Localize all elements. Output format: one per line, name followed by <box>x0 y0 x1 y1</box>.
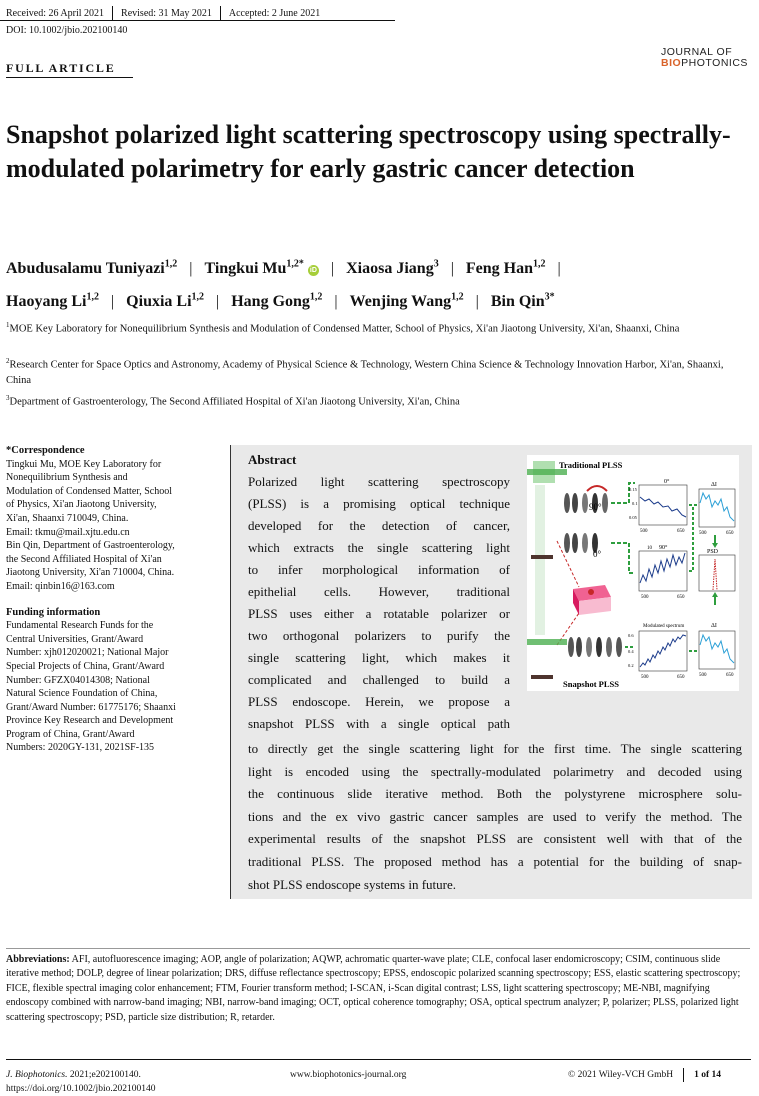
lens <box>602 493 608 513</box>
abstract-line: epithelial cells. However, traditional <box>248 584 510 599</box>
abstract-line: complicated and challenged to build a <box>248 672 510 687</box>
article-title: Snapshot polarized light scattering spectroscopy using spectrally-modulated polarimetry for early gastric cancer detection <box>6 120 731 183</box>
lens <box>606 637 612 657</box>
tick-label: 650 <box>677 675 685 680</box>
footer-right <box>568 1068 721 1082</box>
copyright: © 2021 Wiley-VCH GmbH <box>568 1070 674 1080</box>
author[interactable]: Tingkui $Mu^{1,2*}$ <box>204 259 304 278</box>
tick-label: 650 <box>726 531 734 536</box>
tick-label: 650 <box>726 673 734 678</box>
angle-label-0: 0° <box>593 549 602 559</box>
plot-title: PSD <box>707 549 719 555</box>
plot-title: 90° <box>659 545 668 551</box>
revised-date: Revised: 31 May 2021 <box>121 7 212 19</box>
abbreviations <box>6 953 751 1025</box>
light-beam <box>527 639 567 645</box>
plot-title: ΔI <box>711 482 717 488</box>
arrow-head-icon <box>712 543 718 548</box>
author[interactable]: Xiaosa Jiang$^3$ <box>346 259 439 278</box>
article-type: FULL ARTICLE <box>6 61 116 75</box>
tissue-sample-icon <box>573 585 611 615</box>
correspondence-line: Jiaotong University, Xi'an 710004, China. <box>6 567 175 579</box>
delta-line <box>700 635 734 663</box>
tick-label: 0.1 <box>632 501 638 506</box>
graphical-abstract <box>527 455 739 691</box>
doi-link[interactable]: https://doi.org/10.1002/jbio.202100140 <box>6 1084 156 1094</box>
author-line-1: Abudusalamu Tuniyazi$^{1,2}$ | Tingkui $Mu^{1,2*}iD$ | Xiaosa Jiang$^3$ | Feng Han$^{1,2}$ | <box>6 259 561 278</box>
tick-label: 0.2 <box>628 663 634 668</box>
lens <box>582 493 588 513</box>
correspondence-line: Xi'an, Shaanxi 710049, China. <box>6 512 129 524</box>
tick-label: 0.6 <box>628 633 634 638</box>
funding-line: Special Projects of China, Grant/Award <box>6 660 165 672</box>
divider <box>220 6 221 20</box>
delta-i-plot-snapshot <box>699 623 735 678</box>
plot-frame <box>639 631 687 671</box>
lens <box>576 637 582 657</box>
abstract-line: shot PLSS endoscope systems in future. <box>248 876 456 892</box>
divider <box>112 6 113 20</box>
lens <box>568 637 574 657</box>
psd-peak <box>713 559 717 590</box>
lens <box>564 533 570 553</box>
tick-label: 0.4 <box>628 649 634 654</box>
label-snapshot-plss: Snapshot PLSS <box>563 679 619 689</box>
correspondence-email[interactable]: Email: qinbin16@163.com <box>6 580 115 592</box>
orcid-icon[interactable]: iD <box>309 267 317 275</box>
affiliation: $^2$Research Center for Space Optics and Astronomy, Academy of Physical Science & Technology, Western China Science & Technology Innovation Harbor, Xi'an, Shaanxi, China <box>6 357 724 386</box>
abstract-line: (PLSS) is a promising optical technique <box>248 496 510 511</box>
author[interactable]: Wenjing Wang$^{1,2}$ <box>349 291 464 310</box>
author[interactable]: Haoyang Li$^{1,2}$ <box>6 291 99 310</box>
correspondence-line: Nonequilibrium Synthesis and <box>6 472 128 484</box>
plot-title: 0° <box>664 479 670 485</box>
lens <box>572 533 578 553</box>
plot-title: Modulated spectrum <box>643 624 685 629</box>
plot-frame <box>639 551 687 591</box>
funding-line: Number: GFZX04014308; National <box>6 674 150 686</box>
optics-bottom <box>568 637 622 657</box>
abstract-line: traditional PLSS. The proposed method has a potential for the building of snap- <box>248 853 742 869</box>
flow-arrow <box>689 505 693 571</box>
funding-line: Program of China, Grant/Award <box>6 728 135 740</box>
tick-label: 500 <box>699 673 707 678</box>
abbreviations-rule <box>6 948 750 949</box>
graphical-abstract-svg <box>527 455 739 691</box>
funding-line: Number: xjh012020021; National Major <box>6 647 169 659</box>
sample-holder <box>531 555 553 559</box>
tick-label: 0.15 <box>629 487 637 492</box>
spectrum-plot-90deg <box>639 544 687 600</box>
correspondence-line: Bin Qin, Department of Gastroenterology, <box>6 540 175 552</box>
delta-i-plot-traditional <box>699 482 735 536</box>
arrow-head-icon <box>712 592 718 597</box>
article-doi: DOI: 10.1002/jbio.202100140 <box>6 25 128 36</box>
sample-holder <box>531 675 553 679</box>
abbreviations-heading: Abbreviations: <box>6 954 70 965</box>
header-rule <box>0 20 395 21</box>
plot-frame <box>639 485 687 525</box>
abbreviations-text: AFI, autofluorescence imaging; AOP, angle of polarization; AQWP, achromatic quarter-wave plate; CLE, confocal laser endomicroscopy; CSIM, continuous slide iterative method; DOLP, degree of linear polarization; DRS, diffuse reflectance spectroscopy; EPSS, endoscopic polarized scanning spectroscopy; ESS, elastic scattering spectroscopy; FICE, flexible spectral imaging color enhancement; FTM, Fourier transform method; I-SCAN, i-Scan digital contrast; LSS, light scattering spectroscopy; ME-NBI, magnifying endoscopy combined with narrow-band imaging; NBI, narrow-band imaging; OCT, optical coherence tomography; OSA, optical spectrum analyzer; P, polarizer; PLSS, polarized light scattering spectroscopy; PSD, particle size distribution; R, retarder. <box>6 954 741 1023</box>
correspondence-line: Modulation of Condensed Matter, School <box>6 485 172 497</box>
polarizer <box>596 637 602 657</box>
plot-title: ΔI <box>711 623 717 629</box>
abstract-line: experimental results of the snapshot PLSS are consistent well with that of the <box>248 831 742 847</box>
author[interactable]: Qiuxia Li$^{1,2}$ <box>126 291 205 310</box>
tissue-cell <box>588 589 594 595</box>
tick-label: 650 <box>677 529 685 534</box>
journal-reference: J. Biophotonics. 2021;e202100140. <box>6 1070 141 1080</box>
funding-line: Natural Science Foundation of China, <box>6 688 158 700</box>
abstract-line: to directly get the single scattering light for the first time. The single scattering <box>248 741 742 756</box>
article-dates <box>6 6 320 20</box>
received-date: Received: 26 April 2021 <box>6 7 105 19</box>
accepted-date: Accepted: 2 June 2021 <box>228 7 321 19</box>
flow-arrow <box>611 483 635 503</box>
abstract-line: Polarized light scattering spectroscopy <box>248 474 510 489</box>
correspondence-block <box>6 444 216 594</box>
angle-label-90: 90° <box>589 502 602 512</box>
footer-rule <box>6 1059 751 1060</box>
rotation-arrow-icon <box>587 486 607 491</box>
delta-line <box>700 493 734 521</box>
tick-label: 500 <box>641 595 649 600</box>
funding-line: Province Key Research and Development <box>6 715 174 727</box>
tick-label: 650 <box>677 595 685 600</box>
tick-label: 500 <box>699 531 707 536</box>
abstract-full-text <box>248 738 742 896</box>
lens <box>564 493 570 513</box>
abstract-line: snapshot PLSS with a single optical path <box>248 716 510 731</box>
page-number: 1 of 14 <box>694 1070 722 1080</box>
lens <box>572 493 578 513</box>
journal-website-link[interactable]: www.biophotonics-journal.org <box>290 1070 407 1080</box>
affiliation: $^3$Department of Gastroenterology, The Second Affiliated Hospital of Xi'an Jiaotong University, Xi'an, China <box>6 394 460 408</box>
abstract-column-text <box>248 471 510 735</box>
spectrum-line <box>640 497 686 517</box>
modulated-spectrum-plot <box>628 624 687 680</box>
correspondence-email[interactable]: Email: tkmu@mail.xjtu.edu.cn <box>6 526 130 538</box>
abstract-line: single scattering light, which makes it <box>248 650 510 665</box>
plot-index: 10 <box>647 546 652 551</box>
tick-label: 500 <box>641 675 649 680</box>
author[interactable]: Feng Han$^{1,2}$ <box>465 259 546 278</box>
lens <box>582 533 588 553</box>
article-type-rule <box>6 77 133 78</box>
abstract-line: developed for the detection of cancer, <box>248 518 510 533</box>
affiliation: $^1$MOE Key Laboratory for Nonequilibrium Synthesis and Modulation of Condensed Matter, School of Physics, Xi'an Jiaotong University, Xi'an, Shaanxi, China <box>6 321 680 335</box>
correspondence-line: Tingkui Mu, MOE Key Laboratory for <box>6 458 162 470</box>
abstract-line: light is encoded using the spectrally-modulated polarimetry and decoded using <box>248 763 742 779</box>
tick-label: 0.05 <box>629 515 637 520</box>
author[interactable]: Abudusalamu Tuniyazi$^{1,2}$ <box>6 259 178 278</box>
author-list <box>6 251 754 316</box>
light-beam <box>535 485 545 635</box>
abstract-line: PLSS uses either a rotatable polarizer or <box>248 606 510 621</box>
funding-line: Grant/Award Number: 61775176; Shaanxi <box>6 701 176 713</box>
journal-logo-line2: BIOPHOTONICS <box>661 57 748 69</box>
funding-block <box>6 606 216 756</box>
abstract-line: tions and the ex vivo gastric cancer samples are used to verify the method. The <box>248 808 742 824</box>
abstract-line: the continuous slide iterative method. Both the polystyrene microsphere solu- <box>248 786 742 802</box>
sidebar <box>6 444 216 767</box>
divider <box>683 1068 684 1082</box>
retarder <box>586 637 592 657</box>
psd-plot <box>699 549 735 591</box>
funding-line: Fundamental Research Funds for the <box>6 620 154 632</box>
flow-arrow <box>611 543 635 573</box>
journal-logo <box>661 47 756 69</box>
funding-line: Central Universities, Grant/Award <box>6 633 144 645</box>
author[interactable]: Bin Qin$^{3*}$ <box>490 291 555 310</box>
author-line-2: Haoyang Li$^{1,2}$ | Qiuxia Li$^{1,2}$ | Hang Gong$^{1,2}$ | Wenjing Wang$^{1,2}$ | Bin Qin$^{3*}$ <box>6 291 555 310</box>
spectrum-line <box>640 635 686 667</box>
journal-logo-line1: JOURNAL OF <box>661 46 733 58</box>
correspondence-heading: *Correspondence <box>6 445 85 456</box>
abstract-line: which extracts the single scattering light <box>248 540 510 555</box>
spectrum-line <box>640 553 685 583</box>
tick-label: 500 <box>640 529 648 534</box>
spectrum-plot-0deg <box>629 478 687 534</box>
funding-line: Numbers: 2020GY-131, 2021SF-135 <box>6 742 155 754</box>
label-traditional-plss: Traditional PLSS <box>559 460 623 470</box>
abstract-line: to infer morphological information of <box>248 562 510 577</box>
abstract-line: two orthogonal polarizers to purify the <box>248 628 510 643</box>
abstract-heading: Abstract <box>248 452 297 467</box>
correspondence-line: the Second Affiliated Hospital of Xi'an <box>6 553 162 565</box>
author[interactable]: Hang Gong$^{1,2}$ <box>231 291 323 310</box>
correspondence-line: of Physics, Xi'an Jiaotong University, <box>6 499 157 511</box>
lens <box>616 637 622 657</box>
footer-citation <box>6 1068 155 1096</box>
abstract-line: PLSS endoscope. Herein, we propose a <box>248 694 510 709</box>
funding-heading: Funding information <box>6 606 101 618</box>
